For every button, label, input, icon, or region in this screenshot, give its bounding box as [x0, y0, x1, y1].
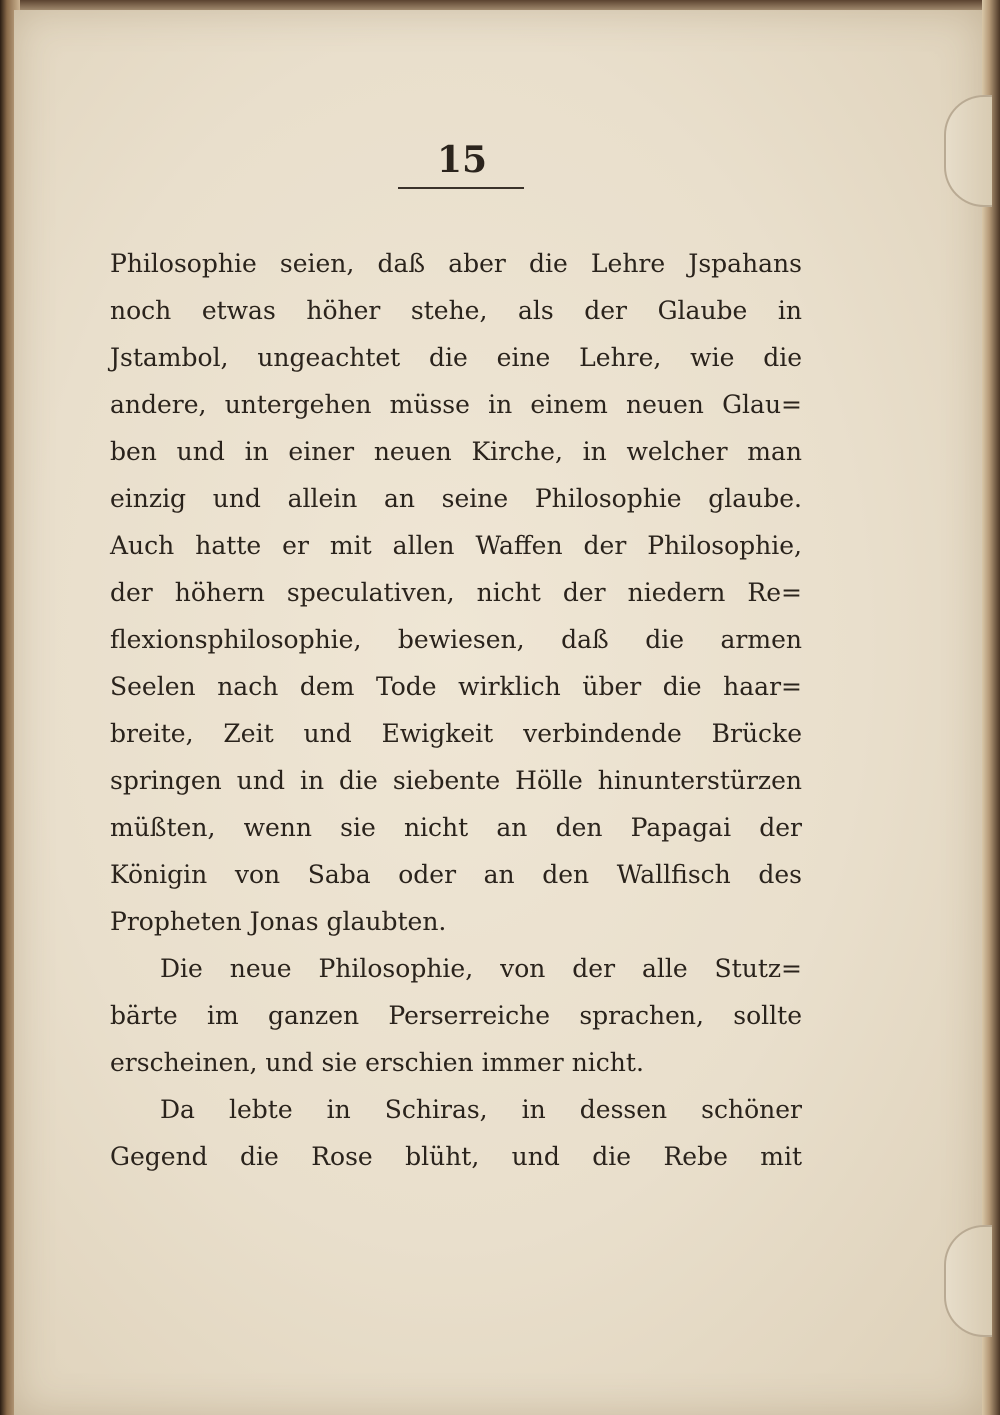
- text-line: Die neue Philosophie, von der alle Stutz=: [160, 954, 802, 983]
- text-line: flexionsphilosophie, bewiesen, daß die armen: [110, 625, 802, 654]
- text-line: ben und in einer neuen Kirche, in welcher man: [110, 437, 802, 466]
- page-tab-upper: [944, 95, 992, 207]
- text-line: springen und in die siebente Hölle hinunterstürzen: [110, 766, 802, 795]
- text-line: noch etwas höher stehe, als der Glaube in: [110, 296, 802, 325]
- text-line: Seelen nach dem Tode wirklich über die haar=: [110, 672, 802, 701]
- header-rule: [398, 187, 524, 189]
- text-line: Jstambol, ungeachtet die eine Lehre, wie die: [110, 343, 802, 372]
- text-line: Gegend die Rose blüht, und die Rebe mit: [110, 1142, 802, 1171]
- book-edge-right: [982, 0, 1000, 1415]
- text-line: Propheten Jonas glaubten.: [110, 907, 447, 936]
- text-line: der höhern speculativen, nicht der niedern Re=: [110, 578, 802, 607]
- text-line: Königin von Saba oder an den Wallfisch des: [110, 860, 802, 889]
- text-line: Da lebte in Schiras, in dessen schöner: [160, 1095, 802, 1124]
- text-line: Philosophie seien, daß aber die Lehre Jspahans: [110, 249, 802, 278]
- text-line: Auch hatte er mit allen Waffen der Philosophie,: [110, 531, 802, 560]
- text-line: erscheinen, und sie erschien immer nicht.: [110, 1048, 644, 1077]
- text-line: einzig und allein an seine Philosophie glaube.: [110, 484, 802, 513]
- text-line: andere, untergehen müsse in einem neuen Glau=: [110, 390, 802, 419]
- page-number: 15: [436, 139, 488, 181]
- body-text: [110, 240, 802, 1180]
- text-line: bärte im ganzen Perserreiche sprachen, sollte: [110, 1001, 802, 1030]
- text-line: breite, Zeit und Ewigkeit verbindende Brücke: [110, 719, 802, 748]
- page-tab-lower: [944, 1225, 992, 1337]
- text-line: müßten, wenn sie nicht an den Papagai der: [110, 813, 802, 842]
